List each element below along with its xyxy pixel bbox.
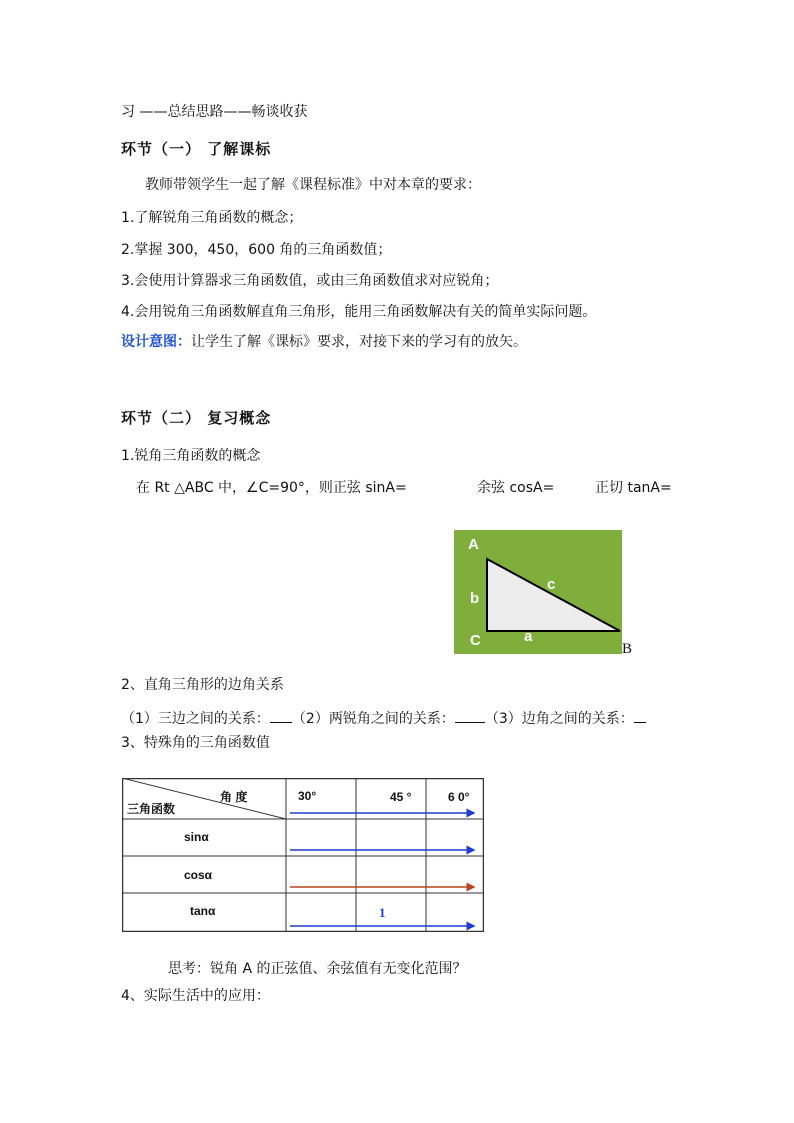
relation-1: （1）三边之间的关系： <box>121 711 270 727</box>
blank-3 <box>634 708 646 723</box>
tan45-value: 1 <box>379 905 386 920</box>
requirement-item-1: 1.了解锐角三角函数的概念； <box>121 210 303 226</box>
right-triangle <box>487 559 620 631</box>
requirement-item-4: 4.会用锐角三角函数解直角三角形，能用三角函数解决有关的简单实际问题。 <box>121 304 597 320</box>
triangle-figure <box>454 530 622 654</box>
side-c-label: c <box>547 576 556 593</box>
concept-line: 在 Rt △ABC 中，∠C=90°，则正弦 sinA= <box>136 480 407 496</box>
think-question: 思考：锐角 A 的正弦值、余弦值有无变化范围？ <box>168 961 467 977</box>
section1-heading: 环节（一） 了解课标 <box>121 140 272 158</box>
row-cos: cosα <box>184 868 213 882</box>
side-b-label: b <box>470 590 480 607</box>
blank-2 <box>455 708 485 723</box>
requirement-item-3: 3.会使用计算器求三角函数值，或由三角函数值求对应锐角； <box>121 273 499 289</box>
section1-para: 教师带领学生一起了解《课程标准》中对本章的要求： <box>145 177 481 193</box>
angle-45: 45 ° <box>390 790 412 804</box>
blank-1 <box>270 708 292 723</box>
angle-60: 6 0° <box>448 790 470 804</box>
vertex-c-label: C <box>470 632 481 649</box>
relation-title: 2、直角三角形的边角关系 <box>121 677 284 693</box>
cos-text: 余弦 cosA= <box>477 480 555 496</box>
special-angle-table <box>122 778 484 932</box>
vertex-a-label: A <box>468 536 479 553</box>
section2-heading: 环节（二） 复习概念 <box>121 409 272 427</box>
design-intent-label: 设计意图： <box>121 334 191 350</box>
requirement-item-2: 2.掌握 300，450，600 角的三角函数值； <box>121 242 392 258</box>
design-intent-text: 让学生了解《课标》要求，对接下来的学习有的放矢。 <box>191 334 527 350</box>
header-function: 三角函数 <box>127 802 176 816</box>
special-angles-title: 3、特殊角的三角函数值 <box>121 735 270 751</box>
intro-line: 习 ——总结思路——畅谈收获 <box>121 104 308 120</box>
vertex-b-label: B <box>622 641 633 657</box>
row-tan: tanα <box>190 904 216 918</box>
concept-title: 1.锐角三角函数的概念 <box>121 448 261 464</box>
relation-2: （2）两锐角之间的关系： <box>291 711 455 727</box>
design-intent <box>121 333 527 351</box>
side-a-label: a <box>524 628 533 645</box>
angle-30: 30° <box>298 789 317 803</box>
relation-line <box>121 708 646 728</box>
header-angle: 角 度 <box>220 790 248 804</box>
relation-3: （3）边角之间的关系： <box>484 711 634 727</box>
tan-text: 正切 tanA= <box>595 480 672 496</box>
application-title: 4、实际生活中的应用： <box>121 988 270 1004</box>
row-sin: sinα <box>184 830 209 844</box>
